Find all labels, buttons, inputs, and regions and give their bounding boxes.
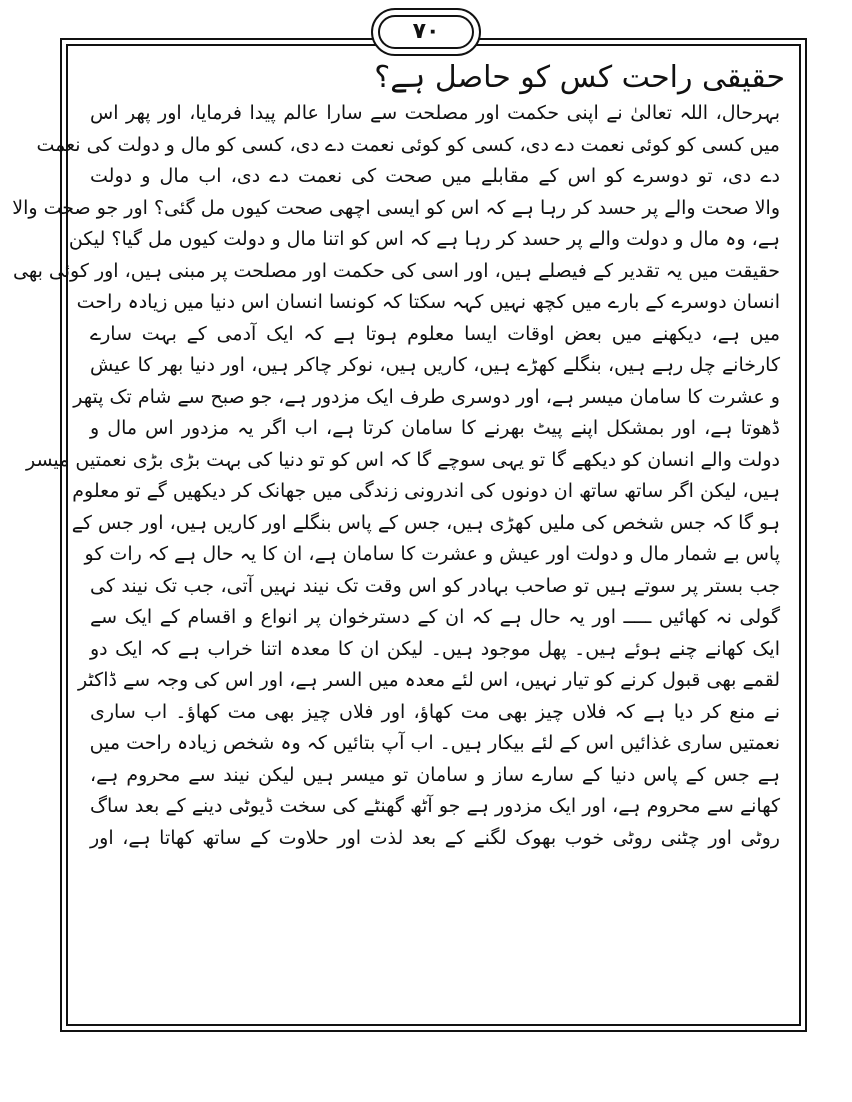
text-line: میں کسی کو کوئی نعمت دے دی، کسی کو کوئی نعمت دے دی، کسی کو مال و دولت کی نعمت xyxy=(36,133,780,156)
text-line: ڈھوتا ہے، اور بمشکل اپنے پیٹ بھرنے کا سامان کرتا ہے، اب اگر یہ مزدور اس مال و xyxy=(90,417,780,439)
text-line: ایک کھانے چنے ہوئے ہیں۔ پھل موجود ہیں۔ لیکن ان کا معدہ اتنا خراب ہے کہ ایک دو xyxy=(90,637,780,660)
text-line: و عشرت کا سامان میسر ہے، اور دوسری طرف ایک مزدور ہے، جو صبح سے شام تک پتھر xyxy=(73,385,780,408)
section-heading: حقیقی راحت کس کو حاصل ہے؟ xyxy=(374,60,785,95)
text-line: دولت والے انسان کو دیکھے گا تو یہی سوچے گا کہ اس کو تو دنیا کی بہت بڑی بڑی نعمتیں میسر xyxy=(26,448,780,471)
text-line: لقمے بھی قبول کرنے کو تیار نہیں، اس لئے معدہ میں السر ہے، اور اس کی وجہ سے ڈاکٹر xyxy=(77,669,780,691)
page-number-badge xyxy=(371,8,481,56)
page-number: ۷۰ xyxy=(412,19,440,44)
text-line: بہرحال، اللہ تعالیٰ نے اپنی حکمت اور مصلحت سے سارا عالم پیدا فرمایا، اور پھر اس xyxy=(90,102,780,124)
text-line: ہیں، لیکن اگر ساتھ ساتھ ان دونوں کی اندرونی زندگی میں جھانک کر دیکھیں گے تو معلوم xyxy=(72,480,780,502)
text-line: ہو گا کہ جس شخص کی ملیں کھڑی ہیں، جس کے پاس بنگلے اور کاریں ہیں، اور جس کے xyxy=(71,511,780,534)
text-line: میں ہے، دیکھنے میں بعض اوقات ایسا معلوم ہوتا ہے کہ ایک آدمی کے بہت سارے xyxy=(90,322,780,345)
text-line: ہے جس کے پاس دنیا کے سارے ساز و سامان تو میسر ہیں لیکن نیند سے محروم ہے، xyxy=(90,763,780,786)
text-line: جب بستر پر سوتے ہیں تو صاحب بہادر کو اس وقت تک نیند نہیں آتی، جب تک نیند کی xyxy=(90,574,780,597)
text-line: گولی نہ کھائیں ـــــ اور یہ حال ہے کہ ان کے دسترخوان پر انواع و اقسام کے ایک سے xyxy=(90,606,780,628)
text-line: دے دی، تو دوسرے کو اس کے مقابلے میں صحت کی نعمت دے دی، اب مال و دولت xyxy=(90,165,780,187)
text-line: کارخانے چل رہے ہیں، بنگلے کھڑے ہیں، کاریں ہیں، نوکر چاکر ہیں، اور دنیا بھر کا عیش xyxy=(90,354,780,376)
text-line: نعمتیں ساری غذائیں اس کے لئے بیکار ہیں۔ اب آپ بتائیں کہ وہ شخص زیادہ راحت میں xyxy=(89,732,780,754)
text-line: روٹی اور چٹنی روٹی خوب بھوک لگنے کے بعد لذت اور حلاوت کے ساتھ کھاتا ہے، اور xyxy=(90,826,780,849)
body-text xyxy=(12,98,780,854)
text-line: پاس بے شمار مال و دولت اور عیش و عشرت کا سامان ہے، ان کا یہ حال ہے کہ رات کو xyxy=(84,543,780,565)
text-line: حقیقت میں یہ تقدیر کے فیصلے ہیں، اور اسی کی حکمت اور مصلحت پر مبنی ہیں، اور کوئی بھی xyxy=(13,259,780,282)
text-line: والا صحت والے پر حسد کر رہا ہے کہ اس کو ایسی اچھی صحت کیوں مل گئی؟ اور جو صحت والا xyxy=(12,196,780,219)
text-line: نے منع کر دیا ہے کہ فلاں چیز بھی مت کھاؤ، اور فلاں چیز بھی مت کھاؤ۔ اب ساری xyxy=(90,700,780,723)
text-line: کھانے سے محروم ہے، اور ایک مزدور ہے جو آٹھ گھنٹے کی سخت ڈیوٹی دینے کے بعد ساگ xyxy=(90,795,780,817)
page-number-badge-inner xyxy=(378,15,474,49)
text-line: ہے، وہ مال و دولت والے پر حسد کر رہا ہے کہ اس کو اتنا مال و دولت کیوں مل گیا؟ لیکن xyxy=(68,228,780,250)
text-line: انسان دوسرے کے بارے میں کچھ نہیں کہہ سکتا کہ کونسا انسان اس دنیا میں زیادہ راحت xyxy=(76,291,780,313)
